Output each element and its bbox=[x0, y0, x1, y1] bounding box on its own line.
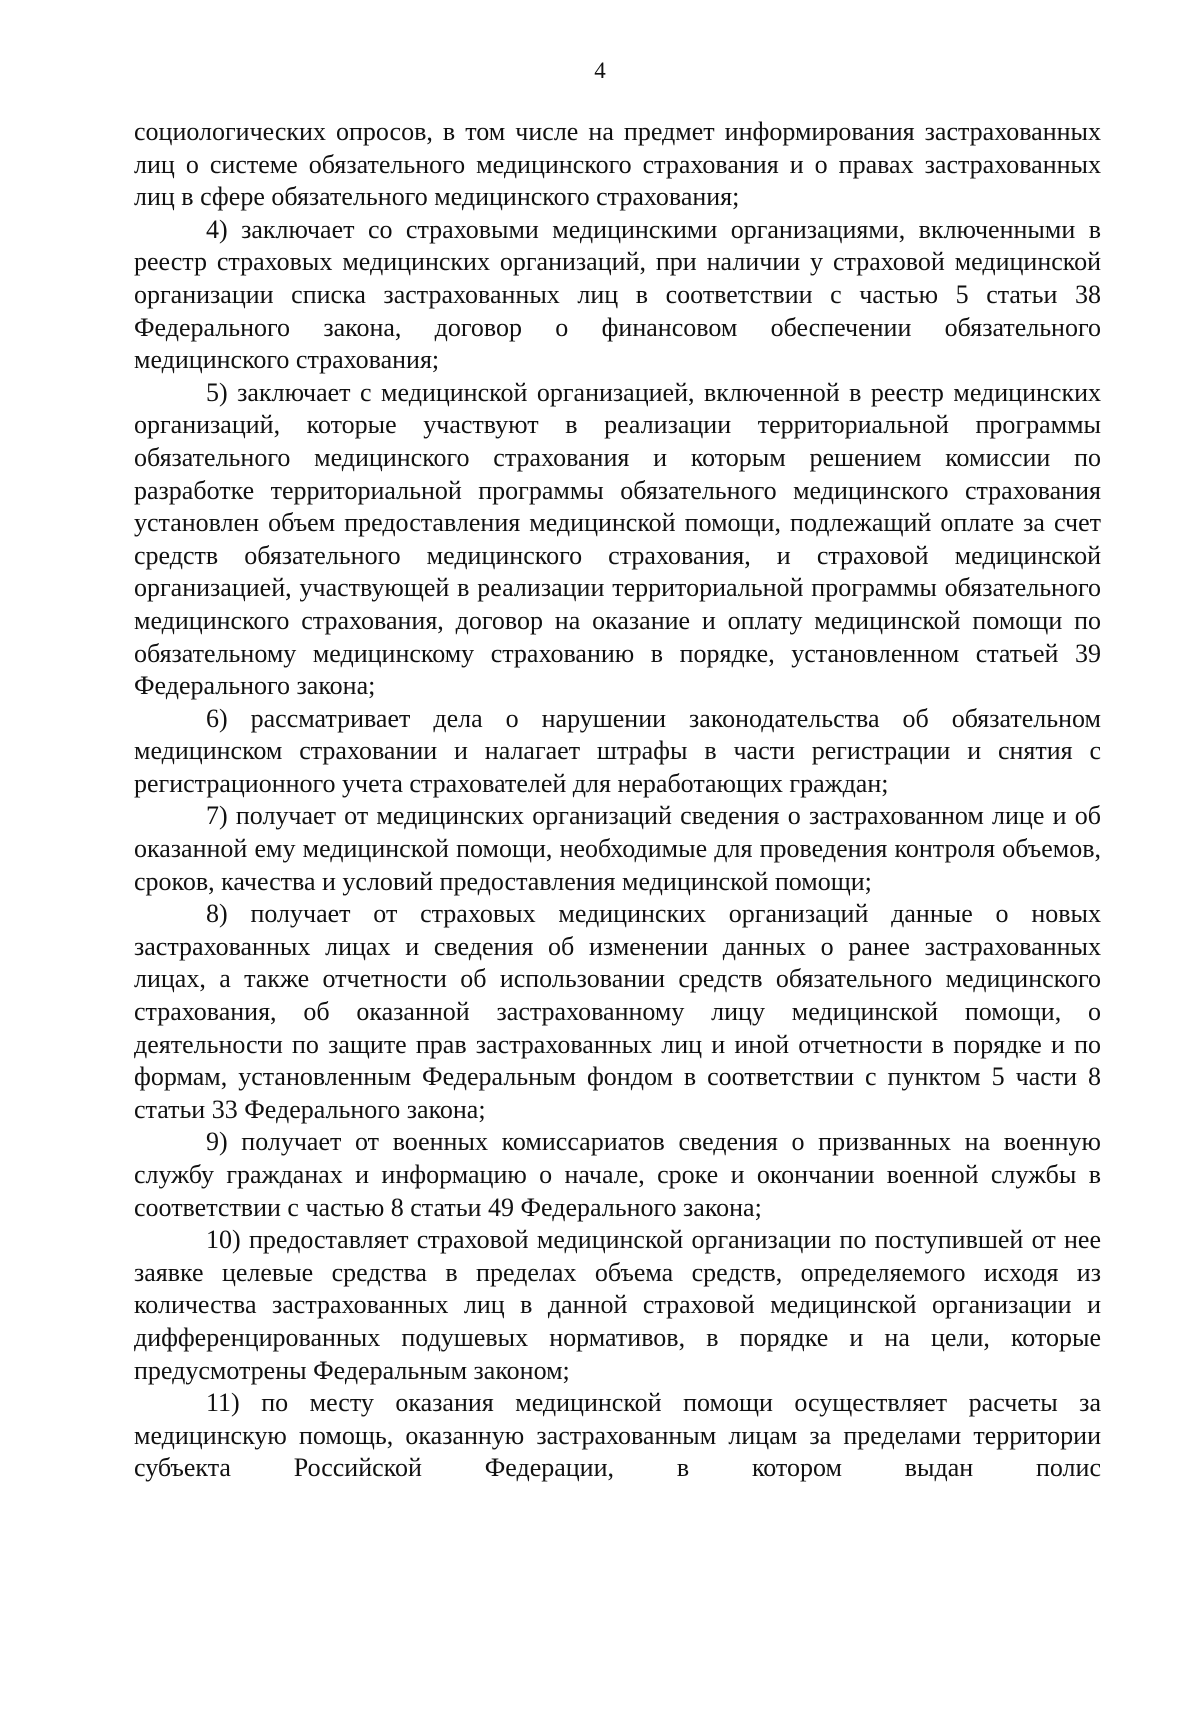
document-body bbox=[134, 116, 1101, 1485]
paragraph-continuation: социологических опросов, в том числе на предмет информирования застрахованных лиц о системе обязательного медицинского страхования и о правах застрахованных лиц в сфере обязательного медицинского страхования; bbox=[134, 117, 1101, 212]
paragraph-item-11: 11) по месту оказания медицинской помощи осуществляет расчеты за медицинскую помощь, оказанную застрахованным лицам за пределами территории субъекта Российской Федерации, в котором выдан полис bbox=[134, 1388, 1101, 1483]
paragraph-item-7: 7) получает от медицинских организаций сведения о застрахованном лице и об оказанной ему медицинской помощи, необходимые для проведения контроля объемов, сроков, качества и условий предоставления медицинской помощи; bbox=[134, 801, 1101, 896]
paragraph-item-5: 5) заключает с медицинской организацией, включенной в реестр медицинских организаций, которые участвуют в реализации территориальной программы обязательного медицинского страхования и которым решением комиссии по разработке территориальной программы обязательного медицинского страхования установлен объем предоставления медицинской помощи, подлежащий оплате за счет средств обязательного медицинского страхования, и страховой медицинской организацией, участвующей в реализации территориальной программы обязательного медицинского страхования, договор на оказание и оплату медицинской помощи по обязательному медицинскому страхованию в порядке, установленном статьей 39 Федерального закона; bbox=[134, 377, 1101, 701]
paragraph-item-9: 9) получает от военных комиссариатов сведения о призванных на военную службу гражданах и информацию о начале, сроке и окончании военной службы в соответствии с частью 8 статьи 49 Федерального закона; bbox=[134, 1127, 1101, 1222]
paragraph-item-4: 4) заключает со страховыми медицинскими организациями, включенными в реестр страховых медицинских организаций, при наличии у страховой медицинской организации списка застрахованных лиц в соответствии с частью 5 статьи 38 Федерального закона, договор о финансовом обеспечении обязательного медицинского страхования; bbox=[134, 214, 1101, 375]
paragraph-item-6: 6) рассматривает дела о нарушении законодательства об обязательном медицинском страховании и налагает штрафы в части регистрации и снятия с регистрационного учета страхователей для неработающих граждан; bbox=[134, 703, 1101, 798]
page-number: 4 bbox=[594, 58, 606, 83]
paragraph-item-10: 10) предоставляет страховой медицинской организации по поступившей от нее заявке целевые средства в пределах объема средств, определяемого исходя из количества застрахованных лиц в данной страховой медицинской организации и дифференцированных подушевых нормативов, в порядке и на цели, которые предусмотрены Федеральным законом; bbox=[134, 1225, 1101, 1385]
paragraph-item-8: 8) получает от страховых медицинских организаций данные о новых застрахованных лицах и сведения об изменении данных о ранее застрахованных лицах, а также отчетности об использовании средств обязательного медицинского страхования, об оказанной застрахованному лицу медицинской помощи, о деятельности по защите прав застрахованных лиц и иной отчетности в порядке и по формам, установленным Федеральным фондом в соответствии с пунктом 5 части 8 статьи 33 Федерального закона; bbox=[134, 899, 1101, 1124]
